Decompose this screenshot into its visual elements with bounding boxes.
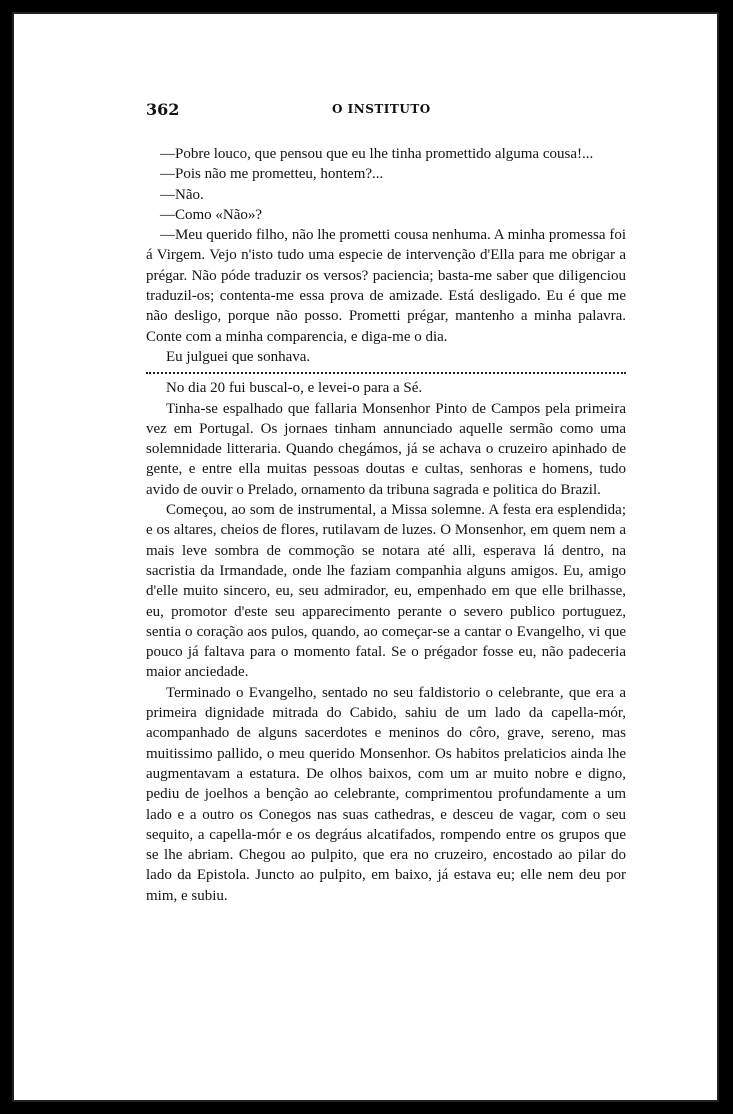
dotted-separator <box>146 372 626 374</box>
paragraph: —Pois não me prometteu, hontem?... <box>160 166 384 183</box>
paragraph: Terminado o Evangelho, sentado no seu faldistorio o celebrante, que era a primeira dignidade mitrada do Cabido, sahiu de um lado da capella-mór, acompanhado de alguns sacerdotes e meninos do côro, grave, sereno, mas muitissimo pallido, o meu querido Monsenhor. Os habitos prelaticios ainda lhe augmentavam a estatura. De olhos baixos, com um ar muito nobre e digno, pediu de joelhos a benção ao celebrante, comprimentou profundamente a um lado e a outro os Conegos nas suas cathedras, e desceu de vagar, com o seu sequito, a capella-mór e os degráus alcatifados, rompendo entre os grupos que se lhe abriam. Chegou ao pulpito, que era no cruzeiro, encostado ao pilar do lado da Epistola. Juncto ao pulpito, em baixo, já estava eu; elle nem deu por mim, e subiu. <box>146 684 626 904</box>
paragraph: —Não. <box>160 186 204 203</box>
page-header <box>146 100 626 124</box>
paragraph: —Meu querido filho, não lhe prometti cousa nenhuma. A minha promessa foi á Virgem. Vejo n'isto tudo uma especie de intervenção d'Ella para me obrigar a prégar. Não póde traduzir os versos? paciencia; basta-me saber que diligenciou traduzil-os; contenta-me essa prova de amizade. Está desligado. Eu é que me não desligo, porque não posso. Prometti prégar, mantenho a minha palavra. Conte com a minha comparencia, e diga-me o dia. <box>146 227 626 345</box>
paragraph: Eu julguei que sonhava. <box>166 348 311 365</box>
paragraph: Tinha-se espalhado que fallaria Monsenhor Pinto de Campos pela primeira vez em Portugal. Os jornaes tinham annunciado aquelle sermão como uma solemnidade litteraria. Quando chegámos, já se achava o cruzeiro apinhado de gente, e entre ella muitas pessoas doutas e cultas, senhoras e homens, tudo avido de ouvir o Prelado, ornamento da tribuna sagrada e politica do Brazil. <box>146 400 626 498</box>
paragraph: No dia 20 fui buscal-o, e levei-o para a Sé. <box>166 380 423 397</box>
page-number: 362 <box>146 100 180 119</box>
paragraph: Começou, ao som de instrumental, a Missa solemne. A festa era esplendida; e os altares, cheios de flores, rutilavam de luzes. O Monsenhor, em quem nem a mais leve sombra de commoção se notara até alli, esperava lá dentro, na sacristia da Irmandade, onde lhe faziam companhia alguns amigos. Eu, amigo d'elle muito sincero, eu, seu admirador, eu, empenhado em que elle brilhasse, eu, promotor d'este seu apparecimento perante o severo publico portuguez, sentia o coração aos pulos, quando, ao começar-se a cantar o Evangelho, vi que pouco já faltava para o momento fatal. Se o prégador fosse eu, não padeceria maior anciedade. <box>146 502 626 681</box>
paragraph: —Pobre louco, que pensou que eu lhe tinha promettido alguma cousa!... <box>160 146 594 162</box>
paragraph: —Como «Não»? <box>160 206 263 223</box>
running-title: O INSTITUTO <box>332 102 431 116</box>
body-text <box>146 144 626 906</box>
